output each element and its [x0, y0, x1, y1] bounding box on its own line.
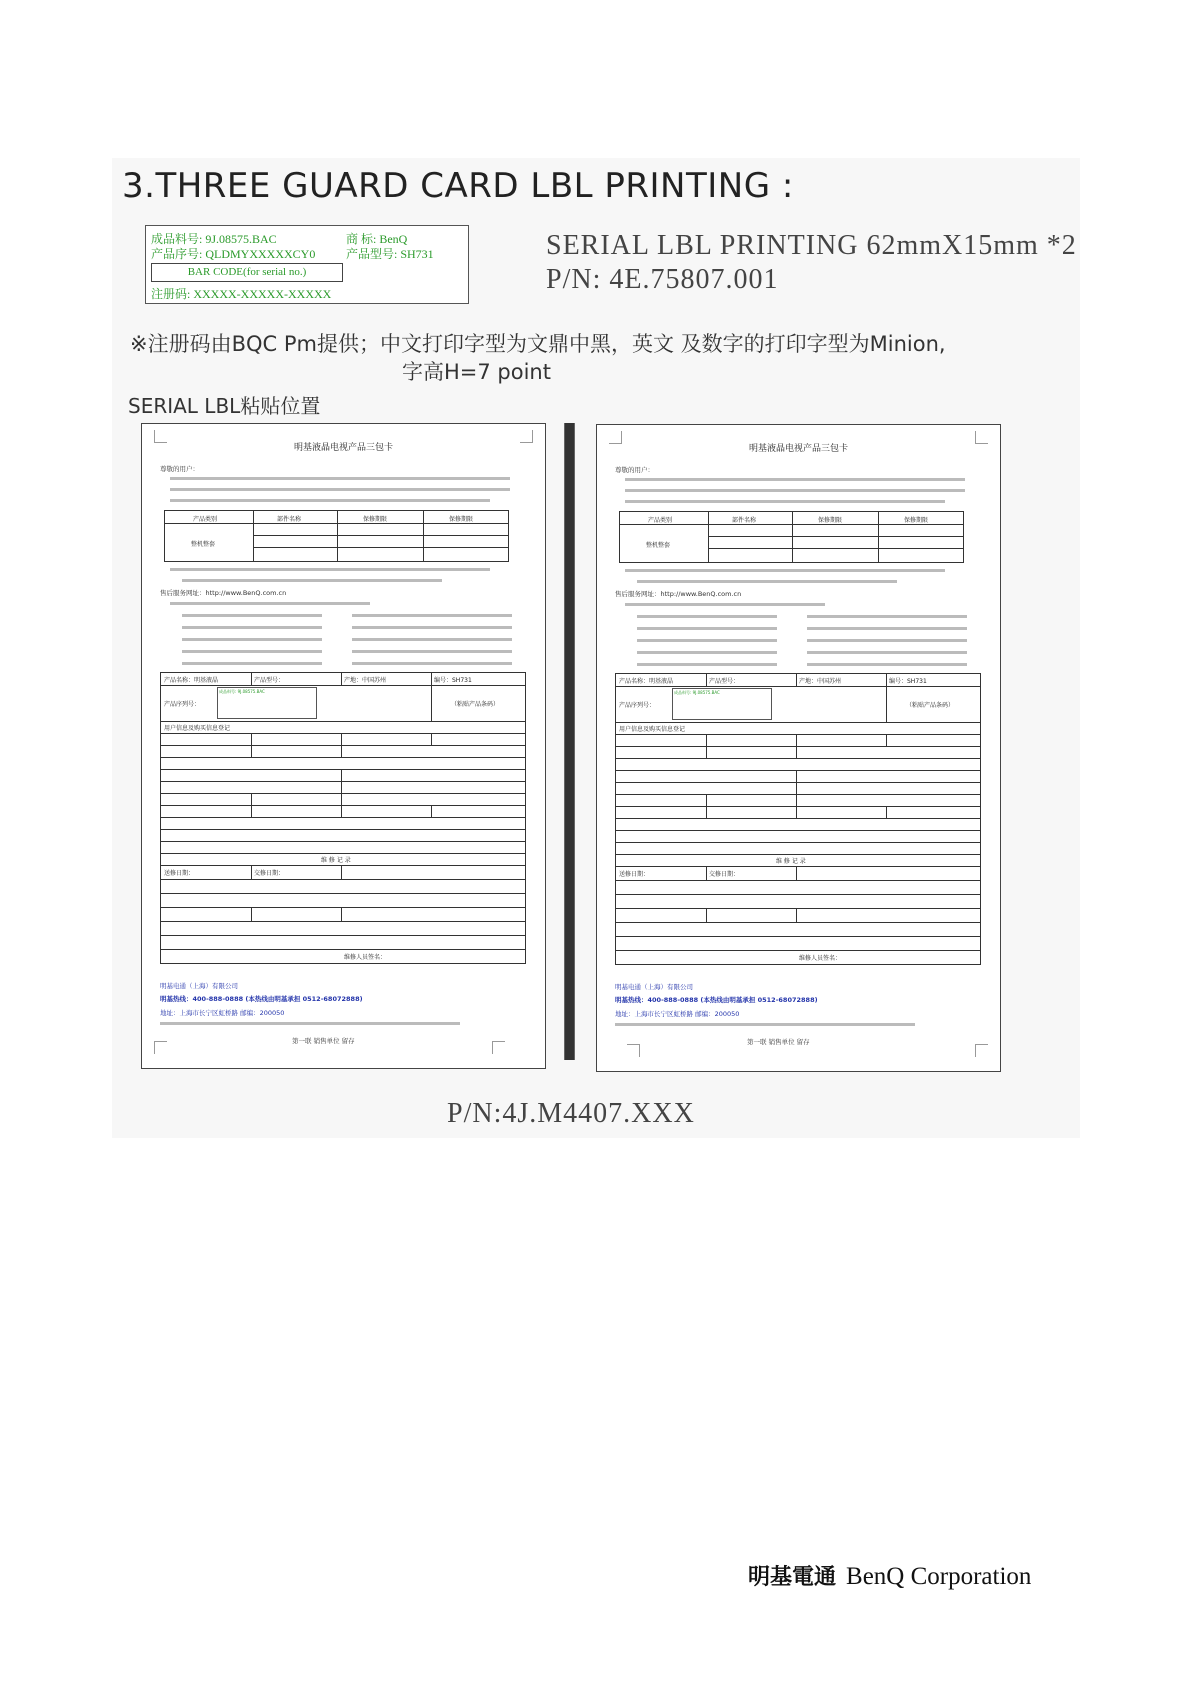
spec-line: SERIAL LBL PRINTING 62mmX15mm *2 [546, 230, 1077, 261]
text-line [170, 499, 490, 502]
text-line [170, 488, 510, 491]
mini-serial-label: 成品料号: 9J.08575.BAC [672, 688, 772, 720]
card-intro: 尊敬的用户： [160, 465, 199, 473]
barcode-placeholder: BAR CODE(for serial no.) [151, 263, 343, 282]
label-model: 产品型号: SH731 [346, 247, 434, 261]
company-name: 明基电通（上海）有限公司 [615, 983, 693, 991]
guard-card-right [596, 424, 1001, 1072]
note-line-2: 字高H=7 point [402, 360, 551, 384]
registration-form: 产品名称：明基液晶 产品型号： 产地：中国苏州 编号：SH731 产品序列号： 成品料号: 9J.08575.BAC （粘贴产品条码） 用户信息及购买信息登记 维 修 记 录 送修日期： 交修日期： 维修人员签名： [615, 673, 981, 965]
part-number: P/N: 4E.75807.001 [546, 264, 779, 295]
guard-card-left [141, 423, 546, 1069]
label-brand: 商 标: BenQ [346, 232, 408, 246]
hotline: 明基热线：400-888-0888 (本热线由明基承担 0512-68072888) [160, 995, 363, 1003]
page-title: 3.THREE GUARD CARD LBL PRINTING : [122, 166, 794, 206]
text-line [170, 477, 510, 480]
service-site: 售后服务网址：http://www.BenQ.com.cn [615, 590, 742, 598]
label-material-no: 成品料号: 9J.08575.BAC [151, 232, 277, 246]
company-footer [748, 1560, 1031, 1591]
label-registration-code: 注册码: XXXXX-XXXXX-XXXXX [151, 287, 332, 301]
crop-mark [492, 1041, 505, 1054]
card-title: 明基液晶电视产品三包卡 [748, 444, 848, 454]
hotline: 明基热线：400-888-0888 (本热线由明基承担 0512-68072888) [615, 996, 818, 1004]
label-serial-no: 产品序号: QLDMYXXXXXCY0 [151, 247, 316, 261]
company-name: 明基电通（上海）有限公司 [160, 982, 238, 990]
location-label: SERIAL LBL粘贴位置 [128, 394, 321, 418]
card-title: 明基液晶电视产品三包卡 [293, 443, 393, 453]
note-line-1: ※注册码由BQC Pm提供；中文打印字型为文鼎中黑，英文 及数字的打印字型为Minion, [130, 332, 946, 356]
page-info: 第一联 销售单位 留存 [292, 1037, 355, 1045]
card-part-number: P/N:4J.M4407.XXX [447, 1098, 695, 1129]
page-info: 第一联 销售单位 留存 [747, 1038, 810, 1046]
card-intro: 尊敬的用户： [615, 466, 654, 474]
crop-mark [627, 1044, 640, 1057]
card-divider [564, 423, 575, 1060]
warranty-table: 产品类别 部件名称 保修期限 保修期限 整机整套 [164, 510, 509, 562]
registration-form: 产品名称：明基液晶 产品型号： 产地：中国苏州 编号：SH731 产品序列号： 成品料号: 9J.08575.BAC （粘贴产品条码） 用户信息及购买信息登记 维 修 记 录 送修日期： 交修日期： 维修人员签名： [160, 672, 526, 964]
warranty-table: 产品类别 部件名称 保修期限 保修期限 整机整套 [619, 511, 964, 563]
mini-serial-label: 成品料号: 9J.08575.BAC [217, 687, 317, 719]
footer-english-name: BenQ Corporation [846, 1563, 1032, 1590]
crop-mark [975, 1044, 988, 1057]
crop-mark [154, 1041, 167, 1054]
address: 地址：上海市长宁区虹桥路 邮编：200050 [160, 1009, 285, 1017]
service-site: 售后服务网址：http://www.BenQ.com.cn [160, 589, 287, 597]
address: 地址：上海市长宁区虹桥路 邮编：200050 [615, 1010, 740, 1018]
serial-label-sample [145, 225, 469, 304]
footer-chinese-name: 明基電通 [748, 1565, 837, 1590]
